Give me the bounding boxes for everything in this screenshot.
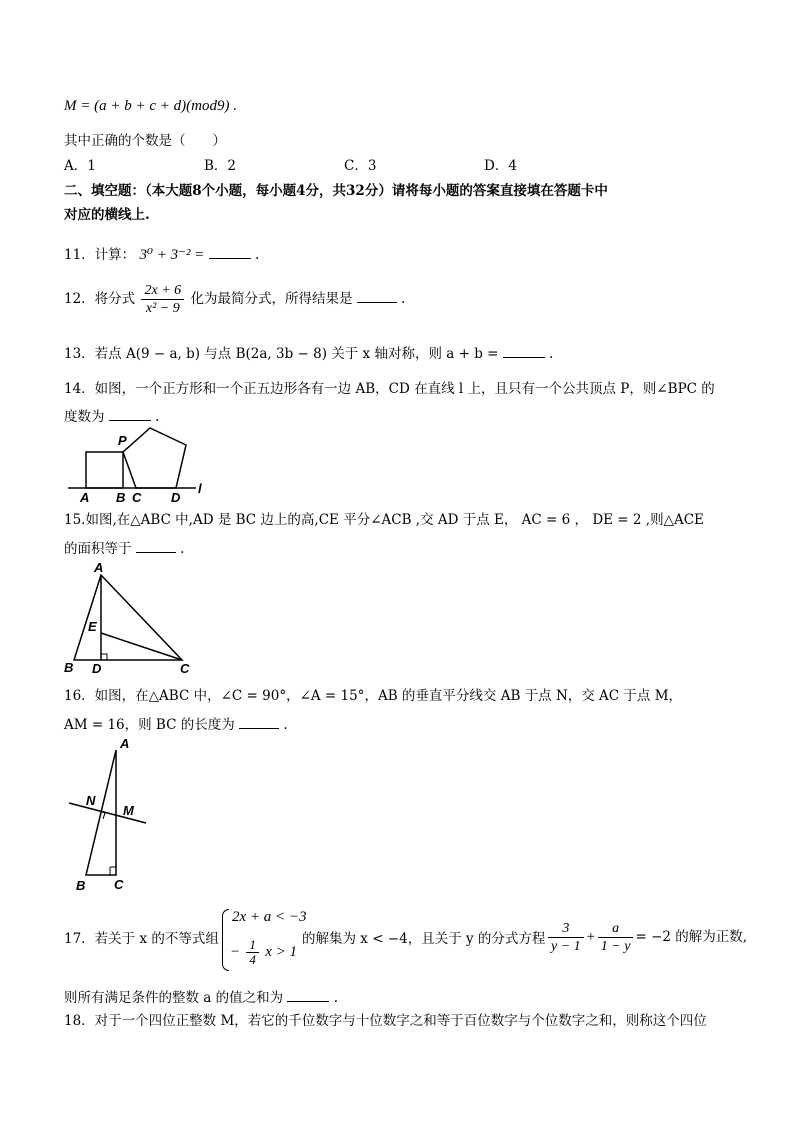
- q17-plus: +: [585, 929, 596, 945]
- q16-perpendicular-bisector: [69, 803, 146, 823]
- q14-square: [86, 452, 123, 488]
- q12-end: .: [401, 291, 406, 307]
- q12-fraction: [141, 282, 184, 317]
- q12-prefix: 12．将分式: [64, 291, 136, 307]
- q17-ineq2-sign: −: [230, 944, 241, 960]
- q14-line2: [64, 406, 159, 426]
- q17-frac2-den: 1 − y: [600, 939, 631, 954]
- q17-frac2-num: a: [598, 920, 634, 938]
- q10-formula: M = (a + b + c + d)(mod9) .: [64, 98, 237, 114]
- q17-inequality-2: [230, 938, 297, 967]
- q15-end: .: [180, 541, 185, 557]
- q17-ineq2-num: 1: [246, 938, 259, 953]
- q14-label-d: D: [171, 490, 181, 505]
- q14-end: .: [155, 409, 160, 425]
- choice-d: D．4: [484, 158, 517, 174]
- q14-label-l: l: [198, 481, 202, 496]
- q16-line2-text: AM = 16，则 BC 的长度为: [64, 717, 235, 733]
- q16-label-n: N: [86, 793, 96, 808]
- q15-answer-blank: [136, 538, 176, 553]
- q17-equation: [546, 920, 747, 955]
- q13-end: .: [549, 346, 554, 362]
- q11-expr: 3⁰ + 3⁻² =: [139, 247, 205, 263]
- q14-label-p: P: [118, 433, 127, 448]
- q15-line1: 15.如图,在△ABC 中,AD 是 BC 边上的高,CE 平分∠ACB ,交 AD 于点 E， AC = 6 ， DE = 2 ,则△ACE: [64, 512, 704, 528]
- q15-right-angle-mark: [101, 654, 107, 660]
- q11-end: .: [255, 247, 260, 263]
- q11-prefix: 11．计算：: [64, 247, 136, 263]
- q14-label-b: B: [116, 490, 126, 505]
- q17-end: .: [333, 990, 339, 1006]
- q14-label-a: A: [80, 490, 90, 505]
- section2-heading-line1: 二、填空题：（本大题8个小题，每小题4分，共32分）请将每小题的答案直接填在答题卡中: [64, 183, 608, 199]
- q17-prefix: 17．若关于 x 的不等式组: [64, 931, 219, 947]
- q13: [64, 343, 553, 363]
- q17-ineq2-rest: x > 1: [265, 944, 297, 960]
- q17-answer-blank: [287, 987, 329, 1002]
- q12-numerator: 2x + 6: [141, 282, 184, 300]
- q17-system-brace: [222, 909, 229, 971]
- q15-label-b: B: [64, 660, 74, 675]
- q17-ineq2-fraction: [246, 938, 259, 967]
- q15-line2-text: 的面积等于: [64, 541, 132, 557]
- q16-label-b: B: [76, 878, 86, 893]
- q12-denominator: x² − 9: [145, 301, 180, 316]
- choice-b: B．2: [204, 158, 237, 174]
- q13-text: 13．若点 A(9 − a, b) 与点 B(2a, 3b − 8) 关于 x 轴对称，则 a + b =: [64, 346, 499, 362]
- section2-heading-line2: 对应的横线上.: [64, 207, 150, 223]
- q16-answer-blank: [239, 714, 279, 729]
- q16-label-c: C: [114, 877, 124, 892]
- q17-inequality-1: 2x + a < −3: [232, 909, 307, 925]
- choice-a: A．1: [64, 158, 96, 174]
- q14-answer-blank: [109, 406, 151, 421]
- q15-label-e: E: [88, 619, 97, 634]
- q11-answer-blank: [209, 244, 251, 259]
- q16-line2: [64, 714, 288, 734]
- q10-prompt: 其中正确的个数是（ ）: [64, 133, 226, 149]
- q15-line2: [64, 538, 184, 558]
- q16-label-a: A: [120, 736, 130, 751]
- q12-answer-blank: [357, 288, 397, 303]
- choice-c: C．3: [344, 158, 377, 174]
- q14-label-c: C: [132, 490, 142, 505]
- q14-line2-text: 度数为: [64, 409, 105, 425]
- q17-frac1-num: 3: [548, 920, 584, 938]
- q14-line1: 14．如图，一个正方形和一个正五边形各有一边 AB，CD 在直线 l 上，且只有一个公共顶点 P，则∠BPC 的: [64, 381, 715, 397]
- q16-line1: 16．如图，在△ABC 中，∠C = 90°，∠A = 15°，AB 的垂直平分线交 AB 于点 N，交 AC 于点 M，: [64, 688, 683, 704]
- q13-answer-blank: [503, 343, 545, 358]
- q10-choices: [64, 157, 764, 175]
- q17-line2-text: 则所有满足条件的整数 a 的值之和为: [64, 990, 284, 1006]
- q12-middle: 化为最简分式，所得结果是: [190, 291, 353, 307]
- q15-label-d: D: [92, 661, 102, 676]
- q17-frac-2: [598, 920, 634, 955]
- q14-pentagon: [123, 428, 186, 488]
- q17-frac-1: [548, 920, 584, 955]
- q16-label-m: M: [123, 803, 134, 818]
- q17-frac1-den: y − 1: [551, 939, 581, 954]
- q15-label-c: C: [180, 661, 190, 676]
- q17-tail: = −2 的解为正数,: [635, 929, 748, 945]
- q17-line2: [64, 987, 338, 1007]
- q15-triangle-abc: [74, 575, 182, 660]
- q15-label-a: A: [94, 560, 104, 575]
- q11: [64, 244, 259, 264]
- q15-figure: [64, 560, 204, 680]
- q12: [64, 282, 405, 317]
- q17-ineq2-den: 4: [249, 952, 256, 967]
- q17-mid: 的解集为 x < −4，且关于 y 的分式方程: [302, 931, 546, 947]
- q16-triangle-abc: [86, 750, 116, 875]
- q14-figure: [64, 425, 214, 505]
- q18-line1: 18．对于一个四位正整数 M，若它的千位数字与十位数字之和等于百位数字与个位数字之和，则称这个四位: [64, 1013, 707, 1029]
- q16-figure: [64, 735, 174, 895]
- q16-end: .: [283, 717, 288, 733]
